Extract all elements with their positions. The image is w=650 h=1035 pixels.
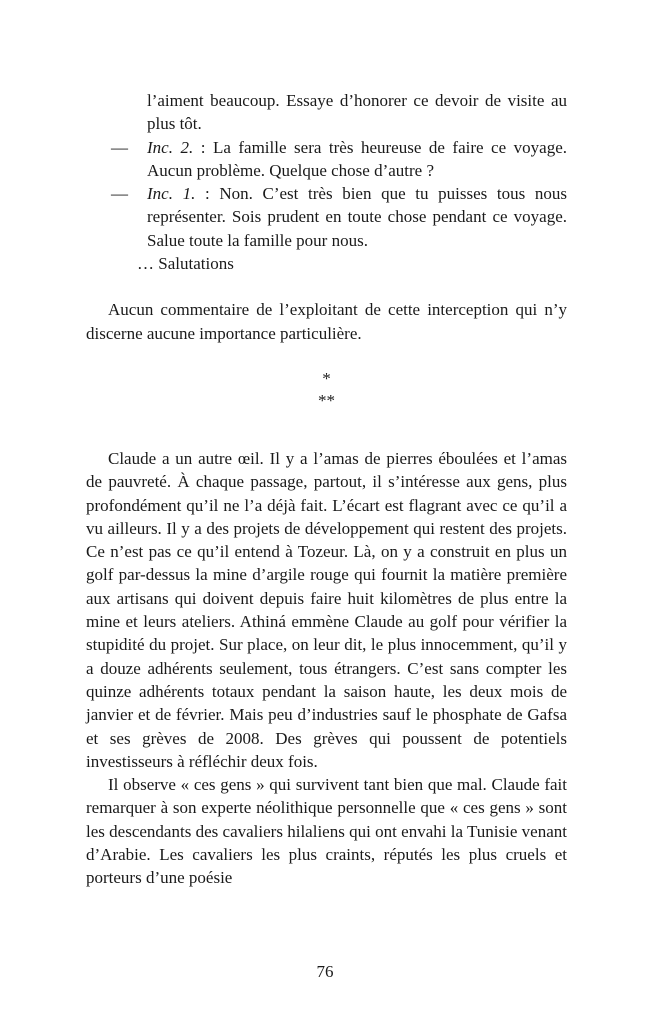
spacer bbox=[86, 275, 567, 298]
dialog-text-inc2: : La famille sera très heureuse de faire ce voyage. Aucun problème. Quelque chose d’autre ? bbox=[147, 137, 567, 180]
spacer bbox=[86, 412, 567, 447]
speaker-inc1: Inc. 1. bbox=[147, 184, 196, 204]
em-dash: — bbox=[111, 137, 128, 157]
page-body bbox=[86, 89, 567, 890]
dialog-line-inc2 bbox=[86, 136, 567, 183]
spacer bbox=[86, 345, 567, 368]
dialog-text-inc1: : Non. C’est très bien que tu puisses tous nous représenter. Sois prudent en toute chose pendant ce voyage. Salue toute la famille pour nous. bbox=[147, 184, 567, 250]
em-dash: — bbox=[111, 184, 128, 204]
body-paragraph: Il observe « ces gens » qui survivent tant bien que mal. Claude fait remarquer à son experte néolithique personnelle que « ces gens » sont les descendants des cavaliers hilaliens qui ont envahi la Tunisie venant d’Arabie. Les cavaliers les plus craints, réputés les plus cruels et porteurs d’une poésie bbox=[86, 775, 567, 888]
speaker-inc2: Inc. 2. bbox=[147, 137, 194, 157]
body-paragraph: Claude a un autre œil. Il y a l’amas de pierres éboulées et l’amas de pauvreté. À chaque passage, partout, il s’intéresse aux gens, plus profondément qu’il ne l’a déjà fait. L’écart est flagrant avec ce qu’il a vu ailleurs. Il y a des projets de développement qui restent des projets. Ce n’est pas ce qu’il entend à Tozeur. Là, on y a construit en plus un golf par-dessus la mine d’argile rouge qui fournit la matière première aux artisans qui doivent depuis faire huit kilomètres de plus entre la mine et leurs ateliers. Athiná emmène Claude au golf pour vérifier la stupidité du projet. Sur place, on leur dit, le plus innocemment, qu’il y a douze adhérents seulement, tous étrangers. C’est sans compter les quinze adhérents totaux pendant la saison haute, les deux mois de janvier et de février. Mais peu d’industries sauf le phosphate de Gafsa et ses grèves de 2008. Des grèves qui poussent de potentiels investisseurs à réfléchir deux fois. bbox=[86, 448, 567, 771]
salutations: … Salutations bbox=[137, 254, 234, 274]
comment-paragraph: Aucun commentaire de l’exploitant de cette interception qui n’y discerne aucune importance particulière. bbox=[86, 300, 567, 343]
dialog-continuation: l’aiment beaucoup. Essaye d’honorer ce devoir de visite au plus tôt. bbox=[147, 91, 567, 134]
page-number: 76 bbox=[316, 962, 334, 981]
dialog-line-inc1 bbox=[86, 182, 567, 252]
section-ornament-top: * bbox=[322, 368, 331, 388]
section-ornament-bottom: ** bbox=[318, 390, 335, 410]
